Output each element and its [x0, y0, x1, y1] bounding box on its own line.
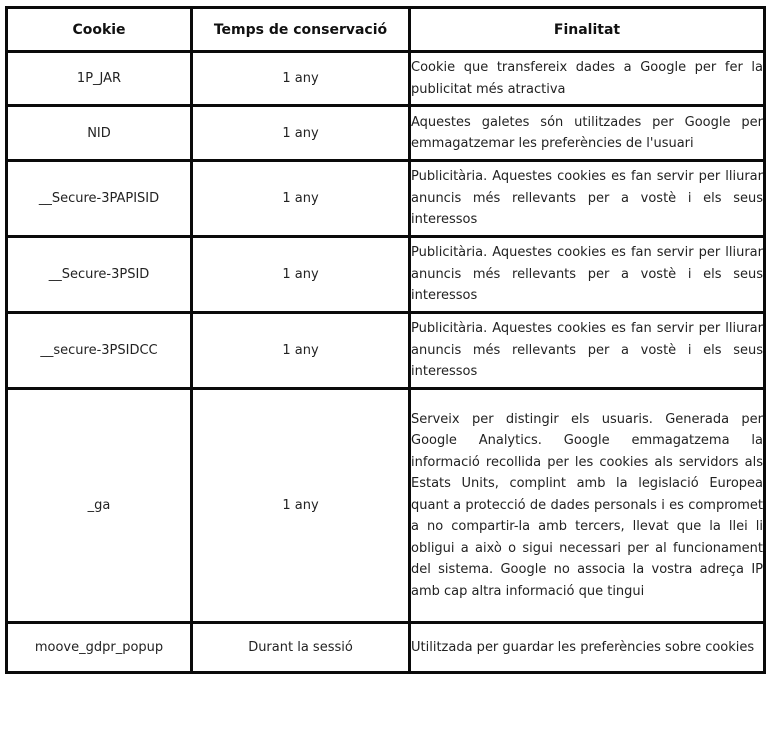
header-cookie: Cookie — [7, 8, 192, 52]
cookie-name: _ga — [7, 389, 192, 623]
table-row — [7, 389, 765, 623]
cookie-name: 1P_JAR — [7, 52, 192, 106]
cookie-purpose-text: Publicitària. Aquestes cookies es fan servir per lliurar anuncis més rellevants per a vostè i els seus interessos — [411, 245, 763, 304]
cookie-name: __Secure-3PSID — [7, 237, 192, 313]
header-purpose: Finalitat — [410, 8, 765, 52]
cookie-retention: 1 any — [192, 161, 410, 237]
cookie-retention: Durant la sessió — [192, 623, 410, 673]
cookie-purpose-text: Publicitària. Aquestes cookies es fan servir per lliurar anuncis més rellevants per a vostè i els seus interessos — [411, 169, 763, 228]
cookie-purpose — [410, 313, 765, 389]
cookie-retention: 1 any — [192, 52, 410, 106]
table-row — [7, 161, 765, 237]
cookie-purpose-text: Serveix per distingir els usuaris. Generada per Google Analytics. Google emmagatzema la informació recollida per les cookies als servidors als Estats Units, complint amb la legislació Europea quant a protecció de dades personals i es compromet a no compartir-la amb tercers, llevat que la llei li obligui a això o sigui necessari per al funcionament del sistema. Google no associa la vostra adreça IP amb cap altra informació que tingui — [411, 411, 763, 599]
cookie-name: NID — [7, 106, 192, 161]
cookie-purpose — [410, 161, 765, 237]
cookie-purpose — [410, 106, 765, 161]
table-row — [7, 237, 765, 313]
cookie-purpose-text: Publicitària. Aquestes cookies es fan servir per lliurar anuncis més rellevants per a vostè i els seus interessos — [411, 321, 763, 380]
cookie-name: __Secure-3PAPISID — [7, 161, 192, 237]
table-header-row — [7, 8, 765, 52]
table-row — [7, 52, 765, 106]
table-row — [7, 623, 765, 673]
cookie-purpose — [410, 237, 765, 313]
cookie-purpose-text: Aquestes galetes són utilitzades per Google per emmagatzemar les preferències de l'usuari — [411, 114, 763, 151]
cookie-retention: 1 any — [192, 389, 410, 623]
cookies-table — [5, 6, 766, 674]
cookie-retention: 1 any — [192, 313, 410, 389]
cookie-purpose — [410, 623, 765, 673]
cookie-name: moove_gdpr_popup — [7, 623, 192, 673]
header-retention: Temps de conservació — [192, 8, 410, 52]
cookie-purpose — [410, 389, 765, 623]
cookie-purpose-text: Cookie que transfereix dades a Google per fer la publicitat més atractiva — [411, 60, 763, 97]
cookie-retention: 1 any — [192, 106, 410, 161]
table-row — [7, 313, 765, 389]
cookie-purpose-text: Utilitzada per guardar les preferències sobre cookies — [411, 639, 755, 655]
cookie-name: __secure-3PSIDCC — [7, 313, 192, 389]
cookie-retention: 1 any — [192, 237, 410, 313]
table-row — [7, 106, 765, 161]
cookie-purpose — [410, 52, 765, 106]
